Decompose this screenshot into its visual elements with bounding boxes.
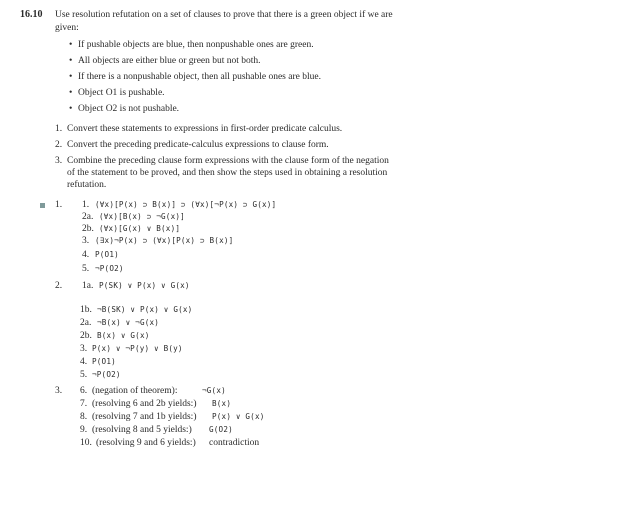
formula: ¬B(SK) ∨ P(x) ∨ G(x): [97, 305, 193, 314]
formula: P(SK) ∨ P(x) ∨ G(x): [99, 281, 190, 290]
given-item: • All objects are either blue or green but not both.: [78, 55, 261, 67]
formula: (∃x)¬P(x) ⊃ (∀x)[P(x) ⊃ B(x)]: [95, 236, 234, 245]
formula-number: 1a.: [82, 281, 94, 291]
formula-number: 4.: [80, 357, 88, 367]
formula: ¬P(O2): [92, 370, 121, 379]
answer-part-label: 3.: [55, 386, 63, 396]
formula-number: 1b.: [80, 305, 92, 315]
task-number: 3.: [55, 156, 63, 166]
formula-number: 2b.: [82, 224, 94, 234]
given-item: • If there is a nonpushable object, then all pushable ones are blue.: [78, 71, 321, 83]
step-number: 7.: [80, 399, 88, 409]
task-number: 1.: [55, 124, 63, 134]
formula: ¬B(x) ∨ ¬G(x): [97, 318, 160, 327]
problem-number: 16.10: [20, 9, 43, 20]
formula: (∀x)[B(x) ⊃ ¬G(x)]: [99, 212, 185, 221]
step-text: (resolving 7 and 1b yields:): [92, 412, 197, 422]
task-text: Convert the preceding predicate-calculus expressions to clause form.: [67, 140, 329, 150]
formula-number: 3.: [80, 344, 88, 354]
step-result: P(x) ∨ G(x): [212, 412, 265, 421]
task-text: Convert these statements to expressions in first-order predicate calculus.: [67, 124, 343, 134]
formula: P(O1): [95, 250, 119, 259]
formula-number: 2a.: [80, 318, 92, 328]
formula: P(O1): [92, 357, 116, 366]
answer-marker: [40, 203, 45, 208]
step-text: (resolving 6 and 2b yields:): [92, 399, 197, 409]
task-text: of the statement to be proved, and then show the steps used in obtaining a resolution: [67, 168, 388, 178]
given-item: • Object O2 is not pushable.: [78, 103, 179, 115]
formula-number: 5.: [82, 264, 90, 274]
answer-part-label: 1.: [55, 200, 63, 210]
step-number: 6.: [80, 386, 88, 396]
formula-number: 3.: [82, 236, 90, 246]
formula-number: 2b.: [80, 331, 92, 341]
given-item: • If pushable objects are blue, then nonpushable ones are green.: [78, 39, 314, 51]
formula: P(x) ∨ ¬P(y) ∨ B(y): [92, 344, 183, 353]
step-number: 9.: [80, 425, 88, 435]
given-item: • Object O1 is pushable.: [78, 87, 165, 99]
answer-part-label: 2.: [55, 281, 63, 291]
step-result: contradiction: [209, 438, 260, 448]
step-number: 10.: [80, 438, 92, 448]
step-text: (resolving 9 and 6 yields:): [96, 438, 196, 448]
problem-statement-line-2: given:: [55, 23, 79, 33]
formula: (∀x)[G(x) ∨ B(x)]: [99, 224, 181, 233]
formula: (∀x)[P(x) ⊃ B(x)] ⊃ (∀x)[¬P(x) ⊃ G(x)]: [95, 200, 277, 209]
task-text: refutation.: [67, 180, 107, 190]
step-result: ¬G(x): [202, 386, 226, 395]
formula-number: 5.: [80, 370, 88, 380]
task-number: 2.: [55, 140, 63, 150]
step-text: (resolving 8 and 5 yields:): [92, 425, 192, 435]
formula-number: 1.: [82, 200, 90, 210]
formula-number: 4.: [82, 250, 90, 260]
step-number: 8.: [80, 412, 88, 422]
task-text: Combine the preceding clause form expressions with the clause form of the negation: [67, 156, 389, 166]
formula: B(x) ∨ G(x): [97, 331, 150, 340]
problem-statement-line-1: Use resolution refutation on a set of clauses to prove that there is a green object if we are: [55, 10, 393, 20]
formula-number: 2a.: [82, 212, 94, 222]
step-result: B(x): [212, 399, 232, 408]
step-text: (negation of theorem):: [92, 386, 178, 396]
step-result: G(O2): [209, 425, 233, 434]
formula: ¬P(O2): [95, 264, 124, 273]
